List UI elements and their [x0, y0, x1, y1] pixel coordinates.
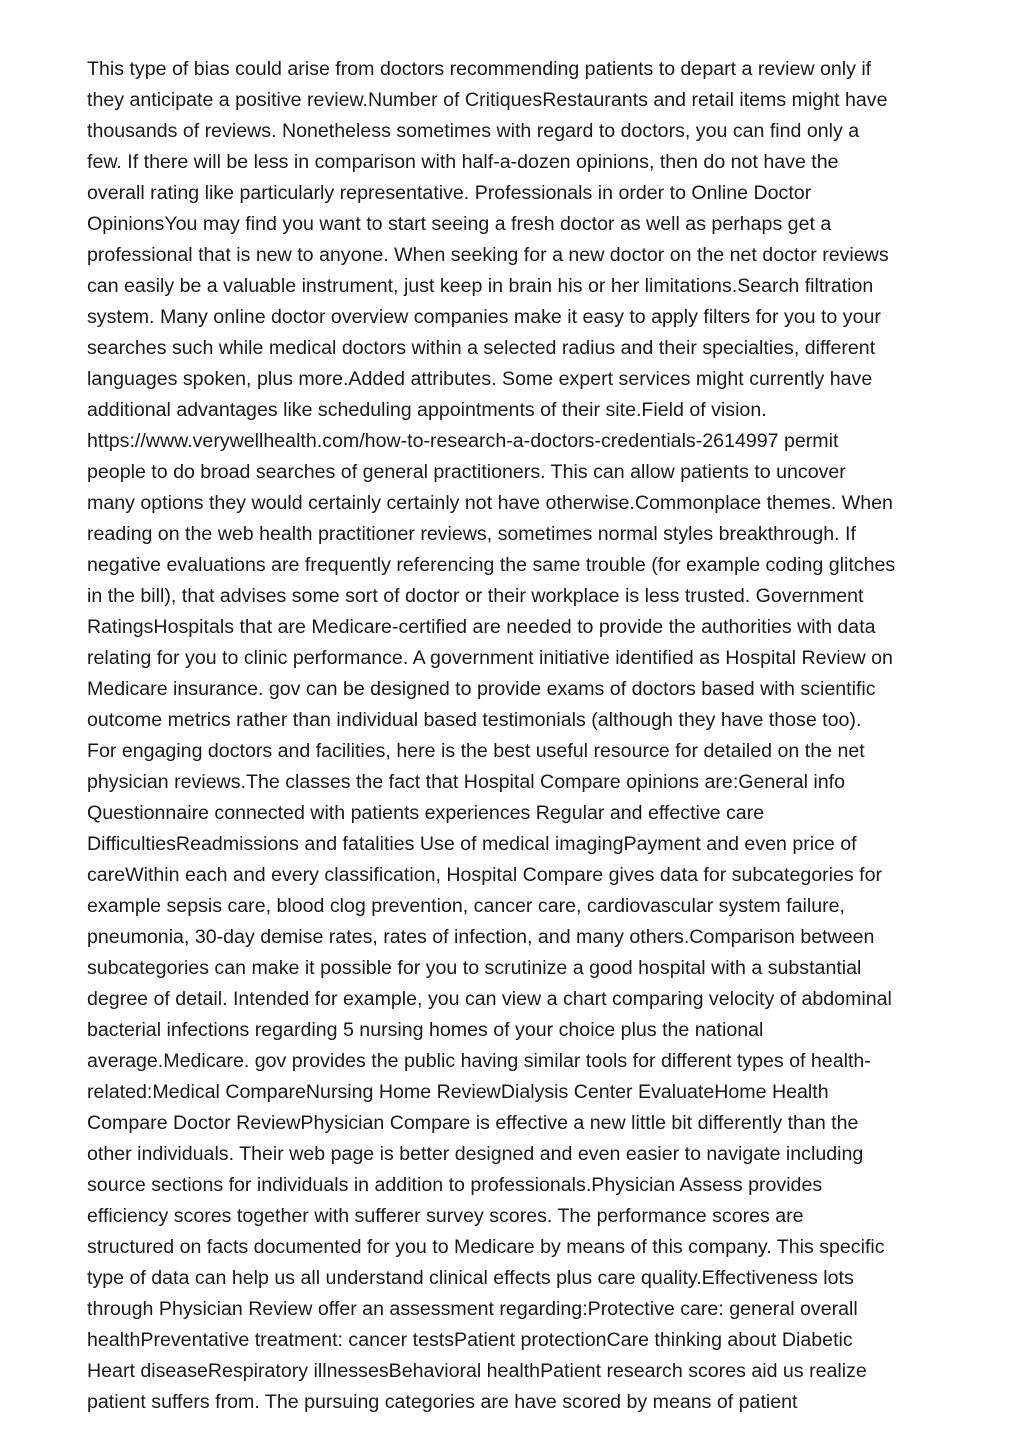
text-line: degree of detail. Intended for example, you can view a chart comparing velocity of abdominal	[87, 988, 892, 1010]
text-line: healthPreventative treatment: cancer testsPatient protectionCare thinking about Diabetic	[87, 1329, 853, 1351]
text-line: RatingsHospitals that are Medicare-certified are needed to provide the authorities with data	[87, 616, 876, 638]
text-line: in the bill), that advises some sort of doctor or their workplace is less trusted. Government	[87, 585, 864, 607]
text-line: pneumonia, 30-day demise rates, rates of infection, and many others.Comparison between	[87, 926, 875, 948]
text-line: efficiency scores together with sufferer survey scores. The performance scores are	[87, 1205, 804, 1227]
text-line: DifficultiesReadmissions and fatalities Use of medical imagingPayment and even price of	[87, 833, 857, 855]
text-line: bacterial infections regarding 5 nursing homes of your choice plus the national	[87, 1019, 764, 1041]
text-line: reading on the web health practitioner reviews, sometimes normal styles breakthrough. If	[87, 523, 856, 545]
text-line: Heart diseaseRespiratory illnessesBehavioral healthPatient research scores aid us realize	[87, 1360, 867, 1382]
text-line: physician reviews.The classes the fact that Hospital Compare opinions are:General info	[87, 771, 846, 793]
text-line: type of data can help us all understand clinical effects plus care quality.Effectiveness lots	[87, 1267, 854, 1289]
text-line: they anticipate a positive review.Number of CritiquesRestaurants and retail items might have	[87, 89, 888, 111]
document-body	[87, 54, 947, 1418]
text-line: can easily be a valuable instrument, just keep in brain his or her limitations.Search filtration	[87, 275, 874, 297]
text-line: OpinionsYou may find you want to start seeing a fresh doctor as well as perhaps get a	[87, 213, 832, 235]
text-line: For engaging doctors and facilities, here is the best useful resource for detailed on the net	[87, 740, 865, 762]
text-line: subcategories can make it possible for you to scrutinize a good hospital with a substantial	[87, 957, 862, 979]
text-line: This type of bias could arise from doctors recommending patients to depart a review only if	[87, 58, 872, 80]
text-line: professional that is new to anyone. When seeking for a new doctor on the net doctor reviews	[87, 244, 889, 266]
text-line: example sepsis care, blood clog prevention, cancer care, cardiovascular system failure,	[87, 895, 845, 917]
text-line: few. If there will be less in comparison with half-a-dozen opinions, then do not have the	[87, 151, 839, 173]
text-line: people to do broad searches of general practitioners. This can allow patients to uncover	[87, 461, 846, 483]
text-line: languages spoken, plus more.Added attributes. Some expert services might currently have	[87, 368, 873, 390]
text-line: outcome metrics rather than individual based testimonials (although they have those too).	[87, 709, 862, 731]
text-line: source sections for individuals in addition to professionals.Physician Assess provides	[87, 1174, 823, 1196]
url-text-line: https://www.verywellhealth.com/how-to-research-a-doctors-credentials-2614997 permit	[87, 430, 839, 452]
text-line: searches such while medical doctors within a selected radius and their specialties, different	[87, 337, 876, 359]
text-line: system. Many online doctor overview companies make it easy to apply filters for you to your	[87, 306, 881, 328]
text-line: other individuals. Their web page is better designed and even easier to navigate including	[87, 1143, 864, 1165]
text-line: related:Medical CompareNursing Home ReviewDialysis Center EvaluateHome Health	[87, 1081, 829, 1103]
text-line: many options they would certainly certainly not have otherwise.Commonplace themes. When	[87, 492, 893, 514]
text-line: patient suffers from. The pursuing categories are have scored by means of patient	[87, 1391, 798, 1413]
text-line: relating for you to clinic performance. A government initiative identified as Hospital Review on	[87, 647, 893, 669]
text-line: average.Medicare. gov provides the public having similar tools for different types of health-	[87, 1050, 871, 1072]
text-line: overall rating like particularly representative. Professionals in order to Online Doctor	[87, 182, 812, 204]
text-line: careWithin each and every classification, Hospital Compare gives data for subcategories for	[87, 864, 883, 886]
text-line: negative evaluations are frequently referencing the same trouble (for example coding glitches	[87, 554, 896, 576]
text-line: Medicare insurance. gov can be designed to provide exams of doctors based with scientific	[87, 678, 876, 700]
text-line: thousands of reviews. Nonetheless sometimes with regard to doctors, you can find only a	[87, 120, 860, 142]
text-line: Questionnaire connected with patients experiences Regular and effective care	[87, 802, 765, 824]
text-line: through Physician Review offer an assessment regarding:Protective care: general overall	[87, 1298, 858, 1320]
text-line: Compare Doctor ReviewPhysician Compare is effective a new little bit differently than the	[87, 1112, 859, 1134]
text-line: additional advantages like scheduling appointments of their site.Field of vision.	[87, 399, 767, 421]
text-line: structured on facts documented for you to Medicare by means of this company. This specific	[87, 1236, 885, 1258]
